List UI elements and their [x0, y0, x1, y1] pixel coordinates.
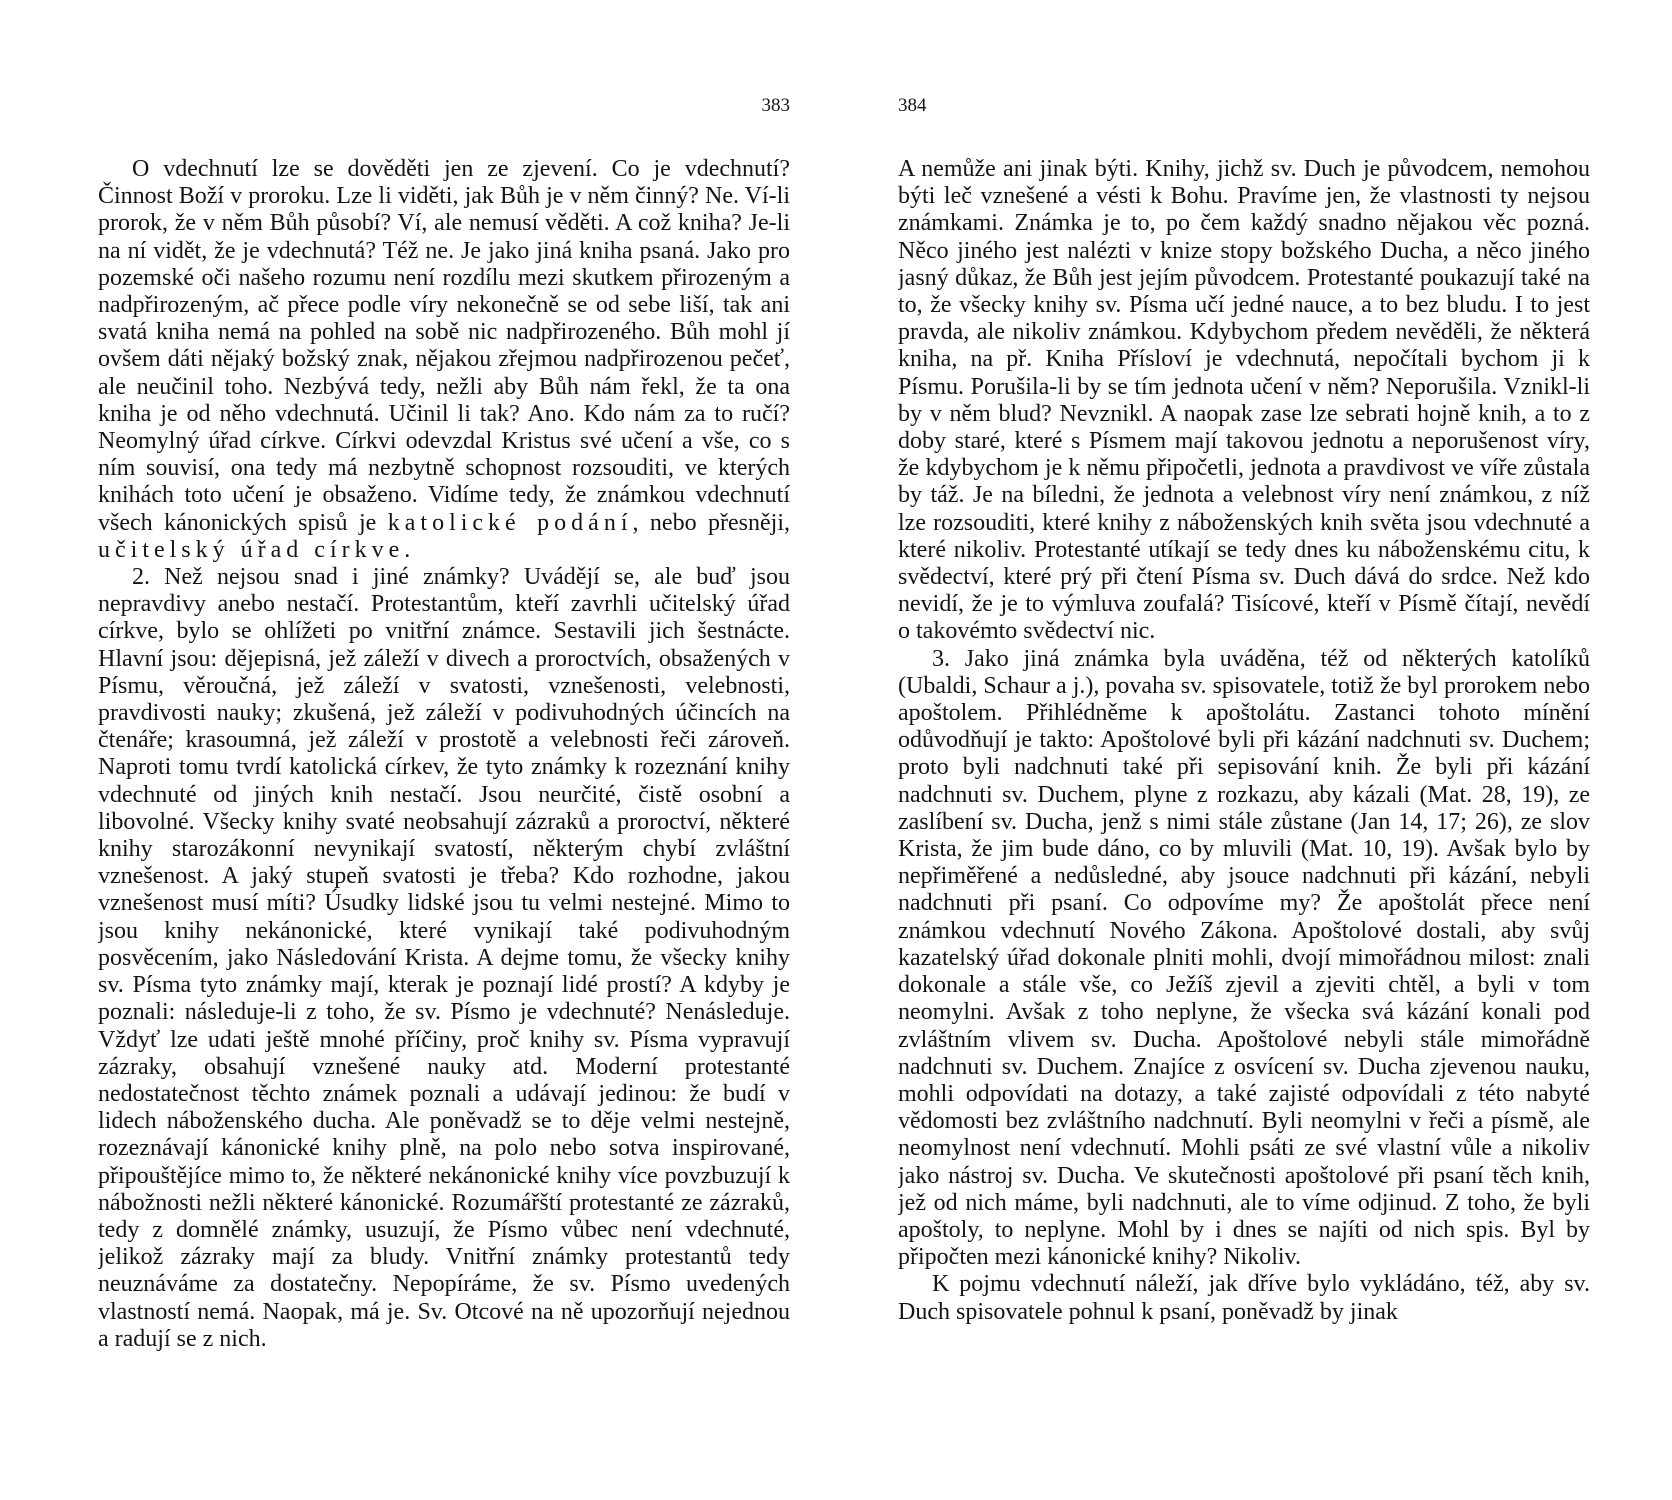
paragraph: K pojmu vdechnutí náleží, jak dříve bylo vykládáno, též, aby sv. Duch spisovatele pohnul k psaní, poněvadž by jinak — [898, 1271, 1590, 1325]
emphasis-text: katolické podání — [387, 509, 633, 536]
page-text — [898, 156, 1590, 1456]
paragraph: 3. Jako jiná známka byla uváděna, též od některých katolíků (Ubaldi, Schaur a j.), povaha sv. spisovatele, totiž že byl prorokem nebo apoštolem. Přihlédněme k apoštolátu. Zastanci tohoto mínění odůvodňují je takto: Apoštolové byli při kázání nadchnuti sv. Duchem; proto byli nadchnuti také při sepisování knih. Že byli při kázání nadchnuti sv. Duchem, plyne z rozkazu, aby kázali (Mat. 28, 19), ze zaslíbení sv. Ducha, jenž s nimi stále zůstane (Jan 14, 17; 26), ze slov Krista, že jim bude dáno, co by mluvili (Mat. 10, 19). Avšak bylo by nepřiměřené a nedůsledné, aby jsouce nadchnuti při kázání, nebyli nadchnuti při psaní. Co odpovíme my? Že apoštolát přece není známkou vdechnutí Nového Zákona. Apoštolové dostali, aby svůj kazatelský úřad dokonale plniti mohli, dvojí mimořádnou milost: znali dokonale a stále vše, co Ježíš zjevil a zjeviti chtěl, a byli v tom neomylni. Avšak z toho neplyne, že všecka svá kázání konali pod zvláštním vlivem sv. Ducha. Apoštolové nebyli stále mimořádně nadchnuti sv. Duchem. Znajíce z osvícení sv. Ducha zjevenou nauku, mohli odpovídati na dotazy, a také zajisté odpovídali z této nabyté vědomosti bez zvláštního nadchnutí. Byli neomylni v řeči a písmě, ale neomylnost není vdechnutí. Mohli psáti ze své vlastní vůle a nikoliv jako nástroj sv. Ducha. Ve skutečnosti apoštolové při psaní těch knih, jež od nich máme, byli nadchnuti, ale to víme odjinud. Z toho, že byli apoštoly, to neplyne. Mohl by i dnes se najíti od nich spis. Byl by připočten mezi kánonické knihy? Nikoliv. — [898, 645, 1590, 1271]
page-text — [98, 156, 790, 1456]
paragraph-text: , nebo přesněji, — [632, 509, 790, 536]
page-number: 384 — [898, 95, 927, 116]
paragraph: A nemůže ani jinak býti. Knihy, jichž sv. Duch je původcem, nemohou býti leč vznešené a vésti k Bohu. Pravíme jen, že vlastnosti ty nejsou známkami. Známka je to, po čem každý snadno nějakou věc pozná. Něco jiného jest nalézti v knize stopy božského Ducha, a něco jiného jasný důkaz, že Bůh jest jejím původcem. Protestanté poukazují také na to, že všecky knihy sv. Písma učí jedné nauce, a to bez bludu. I to jest pravda, ale nikoliv známkou. Kdybychom předem nevěděli, že některá kniha, na př. Kniha Přísloví je vdechnutá, nepočítali bychom ji k Písmu. Porušila-li by se tím jednota učení v něm? Neporušila. Vznikl-li by v něm blud? Nevznikl. A naopak zase lze sebrati hojně knih, a to z doby staré, které s Písmem mají takovou jednotu a neporušenost víry, že kdybychom je k němu připočetli, jednota a pravdivost ve víře zůstala by táž. Je na bíledni, že jednota a velebnost víry není známkou, z níž lze rozsouditi, které knihy z náboženských knih světa jsou vdechnuté a které nikoliv. Protestanté utíkají se tedy dnes ku náboženskému citu, k svědectví, které prý při čtení Písma sv. Duch dává do srdce. Než kdo nevidí, že je to výmluva zoufalá? Tisícové, kteří v Písmě čítají, nevědí o takovémto svědectví nic. — [898, 156, 1590, 645]
emphasis-text: učitelský úřad církve — [98, 536, 405, 563]
paragraph-text: . — [404, 536, 411, 563]
paragraph — [98, 156, 790, 564]
paragraph: 2. Než nejsou snad i jiné známky? Uvádějí se, ale buď jsou nepravdivy anebo nestačí. Protestantům, kteří zavrhli učitelský úřad církve, bylo se ohlížeti po vnitřní známce. Sestavili jich šestnácte. Hlavní jsou: dějepisná, jež záleží v divech a proroctvích, obsažených v Písmu, věroučná, jež záleží v svatosti, vznešenosti, velebnosti, pravdivosti nauky; zkušená, jež záleží v podivuhodných účincích na čtenáře; krasoumná, jež záleží v prostotě a velebnosti řeči zároveň. Naproti tomu tvrdí katolická církev, že tyto známky k rozeznání knihy vdechnuté od jiných knih nestačí. Jsou neurčité, čistě osobní a libovolné. Všecky knihy svaté neobsahují zázraků a proroctví, některé knihy starozákonní nevynikají svatostí, některým chybí zvláštní vznešenost. A jaký stupeň svatosti je třeba? Kdo rozhodne, jakou vznešenost musí míti? Úsudky lidské jsou tu velmi nestejné. Mimo to jsou knihy nekánonické, které vynikají také podivuhodným posvěcením, jako Následování Krista. A dejme tomu, že všecky knihy sv. Písma tyto známky mají, kterak je poznají lidé prostí? A kdyby je poznali: následuje-li z toho, že sv. Písmo je vdechnuté? Nenásleduje. Vždyť lze udati ještě mnohé příčiny, proč knihy sv. Písma vypravují zázraky, obsahují vznešené nauky atd. Moderní protestanté nedostatečnost těchto známek poznali a udávají jedinou: že budí v lidech náboženského ducha. Ale poněvadž se to děje velmi nestejně, rozeznávají kánonické knihy plně, na polo nebo sotva inspirované, připouštějíce mimo to, že některé nekánonické knihy více povzbuzují k nábožnosti nežli některé kánonické. Rozumářští protestanté ze zázraků, tedy z domnělé známky, usuzují, že Písmo vůbec není vdechnuté, jelikož zázraky mají za bludy. Vnitřní známky protestantů tedy neuznáváme za dostatečny. Nepopíráme, že sv. Písmo uvedených vlastností nemá. Naopak, má je. Sv. Otcové na ně upozorňují nejednou a radují se z nich. — [98, 564, 790, 1352]
paragraph-text: O vdechnutí lze se dověděti jen ze zjevení. Co je vdechnutí? Činnost Boží v proroku. Lze li viděti, jak Bůh je v něm činný? Ne. Ví-li prorok, že v něm Bůh působí? Ví, ale nemusí věděti. A což kniha? Je-li na ní vidět, že je vdechnutá? Též ne. Je jako jiná kniha psaná. Jako pro pozemské oči našeho rozumu není rozdílu mezi skutkem přirozeným a nadpřirozeným, ač přece podle víry nekonečně se od sebe liší, tak ani svatá kniha nemá na pohled na sobě nic nadpřirozeného. Bůh mohl jí ovšem dáti nějaký božský znak, nějakou zřejmou nadpřirozenou pečeť, ale neučinil toho. Nezbývá tedy, nežli aby Bůh nám řekl, že ta ona kniha je od něho vdechnutá. Učinil li tak? Ano. Kdo nám za to ručí? Neomylný úřad církve. Církvi odevzdal Kristus své učení a vše, co s ním souvisí, ona tedy má nezbytně schopnost rozsouditi, ve kterých knihách toto učení je obsaženo. Vidíme tedy, že známkou vdechnutí všech kánonických spisů je — [98, 156, 790, 536]
page-number: 383 — [761, 95, 790, 116]
